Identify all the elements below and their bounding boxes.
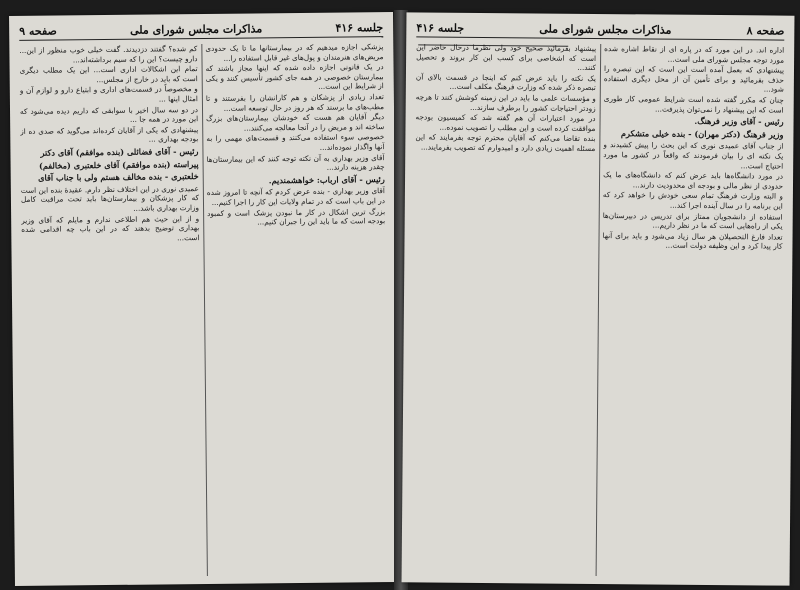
left-page <box>9 12 399 586</box>
left-page-col-right <box>205 42 389 576</box>
paragraph: آقای وزیر بهداری - بنده عرض کردم که آنچه تا امروز شده در این باب است که در تمام ولایات این کار را اجرا کنیم... <box>206 186 386 207</box>
paragraph: پیشنهادی که یکی از آقایان کرده‌اند می‌گوید که صدی ده از بودجه بهداری ... <box>20 124 199 144</box>
paragraph: در یک قانونی اجازه داده شده که اینها مجاز باشند که بیمارستان خصوصی در همه جای کشور تأسیس کنند و یکی از شرایط این است... <box>205 62 384 92</box>
right-page-columns <box>412 42 785 577</box>
paragraph: و از این حیث هم اطلاعی ندارم و مایلم که آقای وزیر بهداری توضیح بدهند که در این باب چه اقدامی شده است... <box>21 213 200 242</box>
right-session: جلسه ۴۱۶ <box>416 20 465 35</box>
paragraph: پیشنهادی که بعمل آمده است این است که این تبصره را حذف بفرمائید و برای تأمین آن از محل دیگری استفاده شود... <box>603 64 785 94</box>
left-page-header <box>19 18 383 41</box>
left-page-number: صفحه ۹ <box>19 24 57 38</box>
right-page <box>402 12 795 585</box>
speaker-heading: وزیر فرهنگ (دکتر مهران) - بنده خیلی متشکرم <box>620 127 784 140</box>
left-title: مذاکرات مجلس شورای ملی <box>129 21 263 37</box>
left-page-columns <box>19 42 389 578</box>
paragraph: از جناب آقای عمیدی نوری که این بحث را پیش کشیدند و یک نکته ای را بیان فرمودند که واقعاً در کشور ما مورد احتیاج است... <box>603 140 784 171</box>
paragraph: استفاده از دانشجویان ممتاز برای تدریس در دبیرستان‌ها یکی از راه‌هایی است که ما در نظر داریم... <box>602 210 783 231</box>
right-title: مذاکرات مجلس شورای ملی <box>539 21 672 37</box>
left-session: جلسه ۴۱۶ <box>335 20 384 35</box>
paragraph: دیگر آقایان هم هست که خودشان بیمارستان‌های بزرگ ساخته اند و مریض را در آنجا معالجه می‌کنند... <box>206 112 385 133</box>
right-page-col-left <box>412 42 597 576</box>
paragraph: بنده تقاضا می‌کنم که آقایان محترم توجه بفرمایند که این مسئله اهمیت زیادی دارد و امیدوارم که تصویب بفرمایند... <box>415 132 596 153</box>
paragraph: آقای وزیر بهداری به آن نکته توجه کنند که این بیمارستان‌ها چقدر هزینه دارند... <box>206 152 385 172</box>
paragraph: خصوصی سوء استفاده می‌کنند و قسمت‌های مهمی را به آنها واگذار نموده‌اند... <box>206 132 385 152</box>
paragraph: در مورد دانشگاه‌ها باید عرض کنم که دانشگاه‌های ما یک حدودی از نظر مالی و بودجه ای محدودیت دارند... <box>603 170 784 191</box>
speaker-heading: پیراسته (بنده موافقم) آقای خلعتبری (مخالفم) <box>38 158 199 171</box>
paragraph: کم شده؟ گفتند دزدیدند. گفت خیلی خوب منظور از این... دارو چیست؟ این را که سیم برداشته‌اند... <box>19 44 198 64</box>
speaker-heading: خلعتبری - بنده مخالف هستم ولی با جناب آقای <box>37 171 199 183</box>
speaker-heading: رئیس - آقای فضائلی (بنده موافقم) آقای دکتر <box>40 145 199 158</box>
paragraph: چنان که مکرر گفته شده است شرایط عمومی کار طوری است که این پیشنهاد را نمی‌توان پذیرفت... <box>603 94 784 115</box>
paragraph: تمام این اشکالات اداری است... این یک مطلب دیگری است که باید در خارج از مجلس... <box>19 64 198 84</box>
paragraph: یک نکته را باید عرض کنم که اینجا در قسمت بالای آن تبصره ذکر شده که وزارت فرهنگ مکلف است... <box>415 72 596 93</box>
paragraph: در دو سه سال اخیر با سوابقی که داریم دیده می‌شود که این مورد در همه جا ... <box>19 104 199 124</box>
paragraph: بزرگ ترین اشکال در کار ما نبودن پزشک است و کمبود بودجه است که ما باید این را جبران کنیم... <box>207 206 386 227</box>
speaker-heading: رئیس - آقای وزیر فرهنگ. <box>694 115 784 127</box>
paragraph: تعداد زیادی از پزشکان و هم کارانشان را بفرستند و تا مطب‌های ما برسند که هر روز در حال توسعه است... <box>205 92 385 113</box>
paragraph: عمیدی نوری در این اختلاف نظر دارم. عقیدهٔ بنده این است که کار پزشکان و بیمارستان‌ها باید تحت مراقبت کامل وزارت بهداری باشد... <box>20 183 200 213</box>
paragraph: و مخصوصاً در قسمت‌های اداری و ابتیاع دارو و لوازم آن و امثال اینها ... <box>19 84 198 104</box>
paragraph: و البته وزارت فرهنگ تمام سعی خودش را خواهد کرد که این برنامه را در سال آینده اجرا کند... <box>602 190 783 211</box>
paragraph: و مؤسسات علمی ما باید در این زمینه کوشش کنند تا هرچه زودتر احتیاجات کشور را برطرف سازند... <box>415 92 596 113</box>
paragraph: پزشکی اجازه میدهیم که در بیمارستانها ما تا یک حدودی مریض‌های هنرمندان و پول‌های غیر قابل استفاده را... <box>205 42 384 63</box>
right-page-col-right <box>600 44 785 578</box>
right-page-number: صفحه ۸ <box>746 23 785 38</box>
right-page-header <box>416 18 784 40</box>
speaker-heading: رئیس - آقای ارباب: خواهشمندیم. <box>268 173 385 186</box>
paragraph: تعداد فارغ التحصیلان هر سال زیاد می‌شود و باید برای آنها کار پیدا کرد و این وظیفه دولت است... <box>602 230 783 251</box>
paragraph: در مورد اعتبارات آن هم گفته شد که کمیسیون بودجه موافقت کرده است و این مطلب را تصویب نموده... <box>415 112 596 133</box>
paragraph: اداره اند. در این مورد که در پاره ای از نقاط اشاره شده مورد توجه مجلس شورای ملی است... <box>604 44 785 65</box>
paragraph: پیشنهاد بفرمائید صحیح خود ولی نظرما درحال حاضر این است که اشخاصی برای کسب این کار بروند و تحصیل کنند... <box>416 42 597 73</box>
left-page-col-left <box>19 44 203 578</box>
